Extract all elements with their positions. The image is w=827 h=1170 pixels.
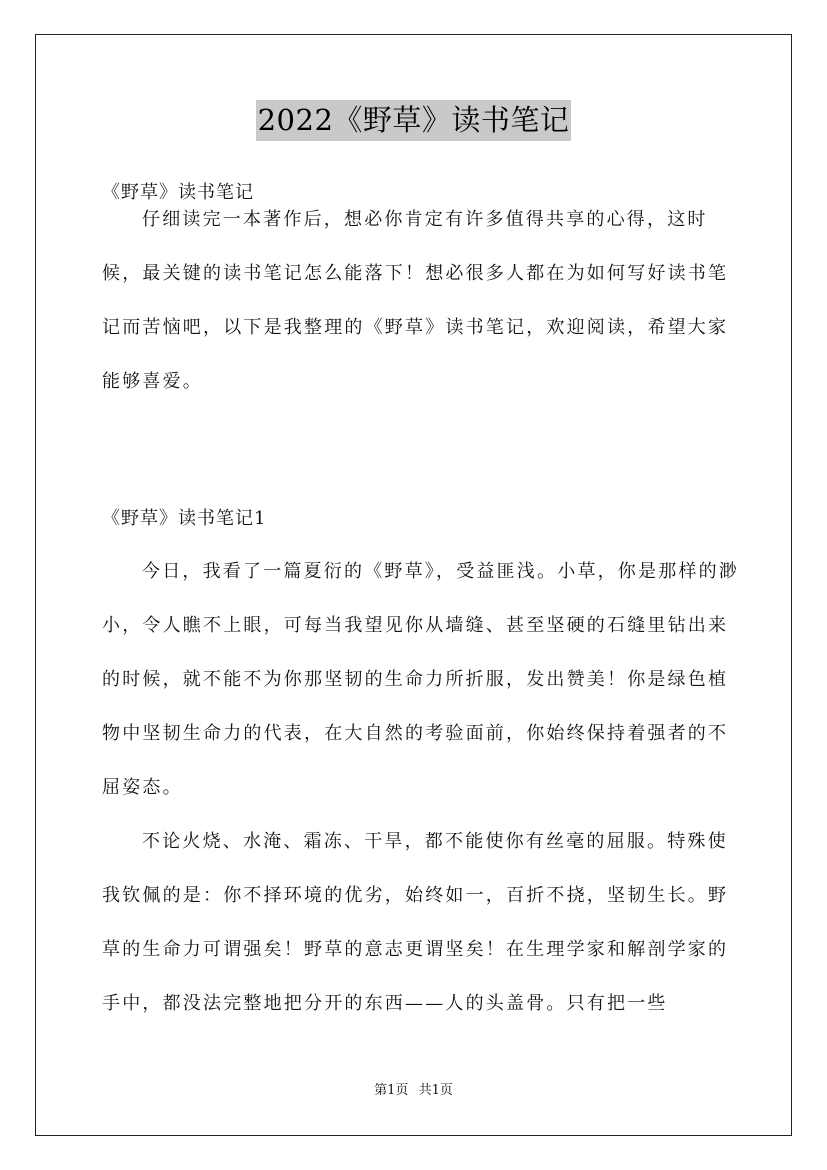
- body-paragraph-2: 不论火烧、水淹、霜冻、干旱，都不能使你有丝毫的屈服。特殊使我钦佩的是：你不择环境的优劣，始终如一，百折不挠，坚韧生长。野草的生命力可谓强矣！野草的意志更谓坚矣！在生理学家和解剖学家的手中，都没法完整地把分开的东西——人的头盖骨。只有把一些: [102, 831, 729, 1014]
- body-paragraph-1: 今日，我看了一篇夏衍的《野草》，受益匪浅。小草，你是那样的渺小，令人瞧不上眼，可每当我望见你从墙缝、甚至坚硬的石缝里钻出来的时候，就不能不为你那坚韧的生命力所折服，发出赞美！你是绿色植物中坚韧生命力的代表，在大自然的考验面前，你始终保持着强者的不屈姿态。: [102, 561, 739, 798]
- page-footer: [0, 1082, 827, 1100]
- page-total: 共1页: [418, 1083, 453, 1098]
- section-heading: 《野草》读书笔记1: [102, 508, 267, 529]
- intro-paragraph: 仔细读完一本著作后，想必你肯定有许多值得共享的心得，这时候，最关键的读书笔记怎么能落下！想必很多人都在为如何写好读书笔记而苦恼吧，以下是我整理的《野草》读书笔记，欢迎阅读，希望大家能够喜爱。: [102, 209, 729, 392]
- document-title: 2022《野草》读书笔记: [256, 100, 572, 141]
- page-number: 第1页: [374, 1083, 409, 1098]
- title-container: [0, 100, 827, 141]
- document-subtitle: 《野草》读书笔记: [102, 182, 254, 203]
